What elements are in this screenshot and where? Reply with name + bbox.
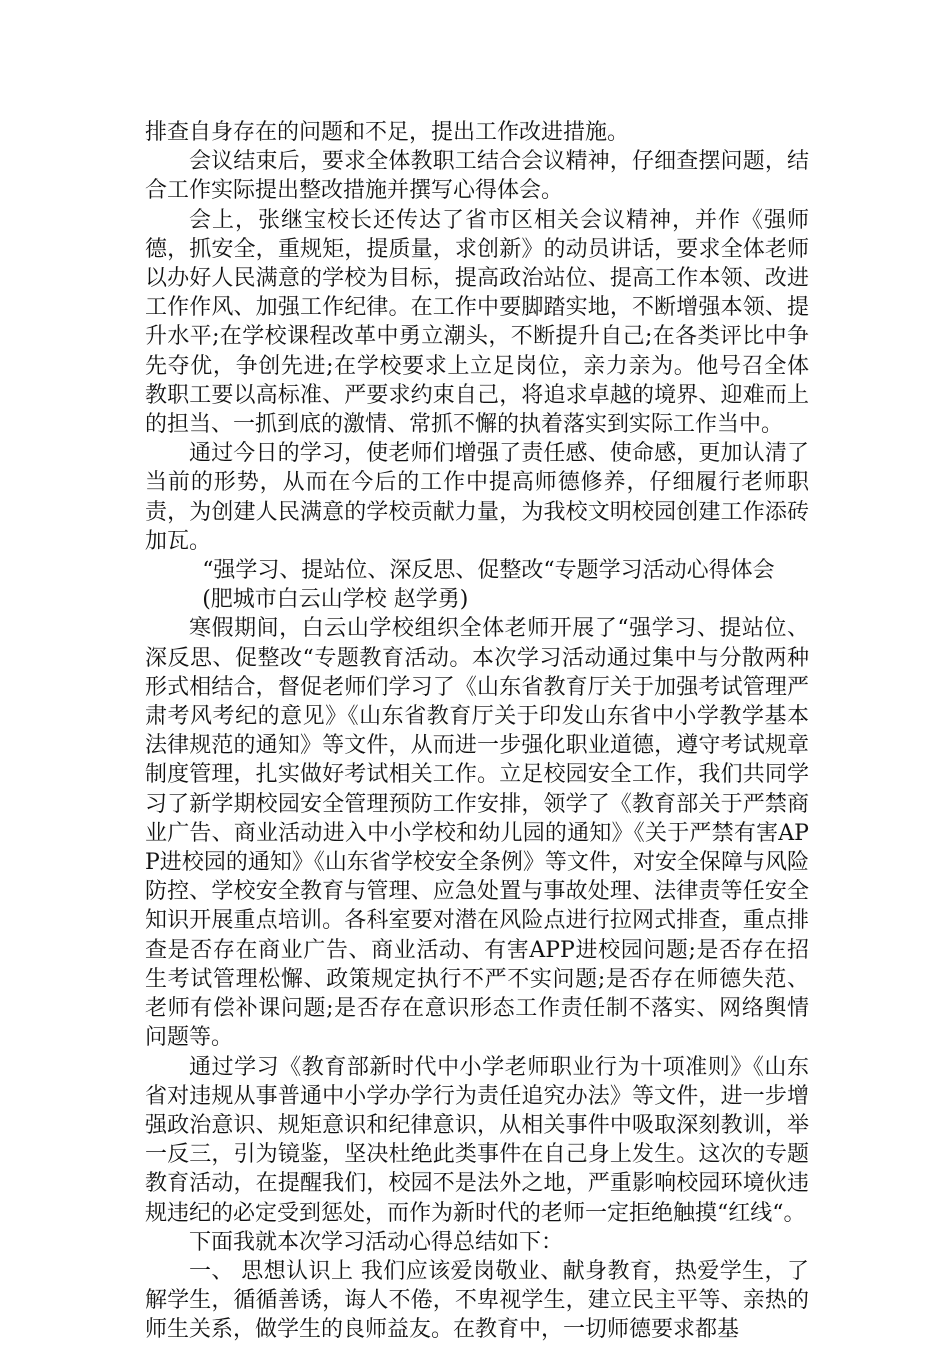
section-author: (肥城市白云山学校 赵学勇) xyxy=(202,587,469,613)
paragraph-summary-intro: 下面我就本次学习活动心得总结如下： xyxy=(189,1229,564,1255)
paragraph-principal-speech: 会上，张继宝校长还传达了省市区相关会议精神，并作《强师德，抓安全，重规矩，提质量，求创新》的动员讲话，要求全体老师以办好人民满意的学校为目标，提高政治站位、提高工作本领、改进工作作风、加强工作纪律。在工作中要脚踏实地，不断增强本领、提升水平;在学校课程改革中勇立潮头，不断提升自己;在各类评比中争先夺优，争创先进;在学校要求上立足岗位，亲力亲为。他号召全体教职工要以高标准、严要求约束自己，将追求卓越的境界、迎难而上的担当、一抓到底的激情、常抓不懈的执着落实到实际工作当中。 xyxy=(145,207,809,438)
paragraph-study-documents: 通过学习《教育部新时代中小学老师职业行为十项准则》《山东省对违规从事普通中小学办学行为责任追究办法》等文件，进一步增强政治意识、规矩意识和纪律意识，从相关事件中吸取深刻教训，举一反三，引为镜鉴，坚决杜绝此类事件在自己身上发生。这次的专题教育活动，在提醒我们，校园不是法外之地，严重影响校园环境伙违规违纪的必定受到惩处，而作为新时代的老师一定拒绝触摸“红线“。 xyxy=(145,1054,809,1226)
section-title: “强学习、提站位、深反思、促整改“专题学习活动心得体会 xyxy=(202,558,775,584)
paragraph-meeting-end: 会议结束后，要求全体教职工结合会议精神，仔细查摆问题，结合工作实际提出整改措施并撰写心得体会。 xyxy=(145,149,809,204)
document-page xyxy=(145,118,809,1345)
paragraph-ideology: 一、 思想认识上 我们应该爱岗敬业、献身教育，热爱学生，了解学生，循循善诱，诲人不倦，不卑视学生，建立民主平等、亲热的师生关系，做学生的良师益友。在教育中，一切师德要求都基 xyxy=(145,1258,809,1343)
paragraph-learning-outcome: 通过今日的学习，使老师们增强了责任感、使命感，更加认清了当前的形势，从而在今后的工作中提高师德修养，仔细履行老师职责，为创建人民满意的学校贡献力量，为我校文明校园创建工作添砖加瓦。 xyxy=(145,441,809,554)
paragraph-winter-activity: 寒假期间，白云山学校组织全体老师开展了“强学习、提站位、深反思、促整改“专题教育活动。本次学习活动通过集中与分散两种形式相结合，督促老师们学习了《山东省教育厅关于加强考试管理严肃考风考纪的意见》《山东省教育厅关于印发山东省中小学教学基本法律规范的通知》等文件，从而进一步强化职业道德，遵守考试规章制度管理，扎实做好考试相关工作。立足校园安全工作，我们共同学习了新学期校园安全管理预防工作安排，领学了《教育部关于严禁商业广告、商业活动进入中小学校和幼儿园的通知》《关于严禁有害APP进校园的通知》《山东省学校安全条例》等文件，对安全保障与风险防控、学校安全教育与管理、应急处置与事故处理、法律责等任安全知识开展重点培训。各科室要对潜在风险点进行拉网式排查，重点排查是否存在商业广告、商业活动、有害APP进校园问题;是否存在招生考试管理松懈、政策规定执行不严不实问题;是否存在师德失范、老师有偿补课问题;是否存在意识形态工作责任制不落实、网络舆情问题等。 xyxy=(145,616,809,1051)
paragraph-continuation: 排查自身存在的问题和不足，提出工作改进措施。 xyxy=(145,120,630,145)
